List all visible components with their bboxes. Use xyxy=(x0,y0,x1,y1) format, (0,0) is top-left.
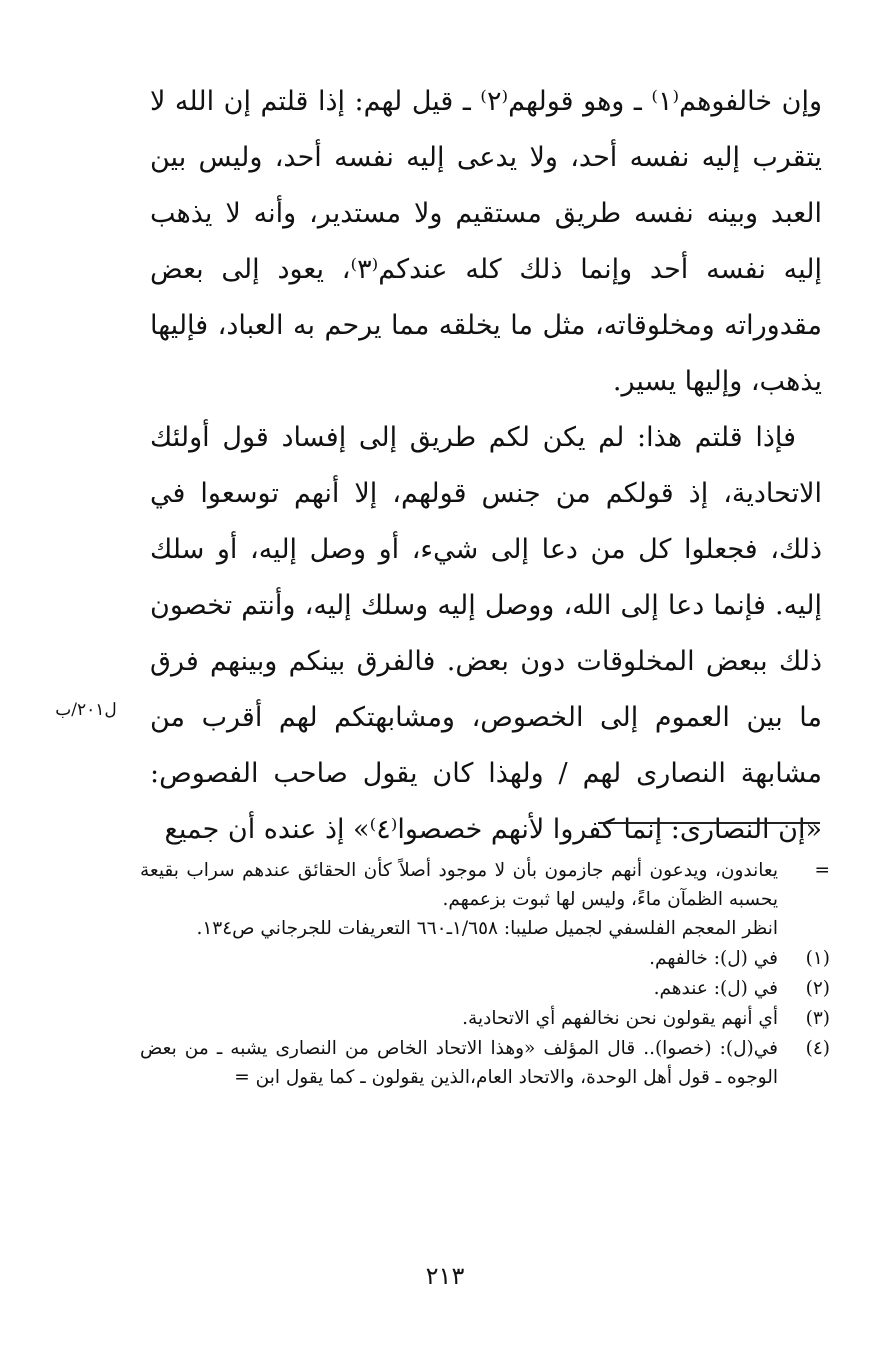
footnotes xyxy=(140,856,830,1092)
main-text xyxy=(150,74,822,858)
paragraph-2: فإذا قلتم هذا: لم يكن لكم طريق إلى إفساد قول أولئك الاتحادية، إذ قولكم من جنس قولهم، إلا أنهم توسعوا في ذلك، فجعلوا كل من دعا إلى شيء، أو وصل إليه، أو سلك إليه. فإنما دعا إلى الله، ووصل إليه وسلك إليه، وأنتم تخصون ذلك ببعض المخلوقات دون بعض. فالفرق بينكم وبينهم فرق ما بين العموم إلى الخصوص، ومشابهتكم لهم أقرب من مشابهة النصارى لهم / ولهذا كان يقول صاحب الفصوص: «إن النصارى: إنما كفروا لأنهم خصصوا⁽٤⁾» إذ عنده أن جميع xyxy=(150,422,822,845)
footnote-number: (٣) xyxy=(805,1008,830,1029)
footnote-4 xyxy=(140,1034,830,1092)
footnote-continuation xyxy=(140,856,830,943)
footnote-number: (٢) xyxy=(805,978,830,999)
footnote-1 xyxy=(140,944,830,973)
continuation-text: يعاندون، ويدعون أنهم جازمون بأن لا موجود أصلاً كأن الحقائق عندهم سراب بقيعة يحسبه الظمآن ماءً، وليس لها ثبوت بزعمهم. xyxy=(140,860,778,910)
reference-text: انظر المعجم الفلسفي لجميل صليبا: ١/٦٥٨ـ٦٦٠ التعريفات للجرجاني ص١٣٤. xyxy=(196,918,778,939)
paragraph-1: وإن خالفوهم⁽١⁾ ـ وهو قولهم⁽٢⁾ ـ قيل لهم: إذا قلتم إن الله لا يتقرب إليه نفسه أحد، ولا يدعى إليه نفسه أحد، وليس بين العبد وبينه نفسه طريق مستقيم ولا مستدير، وأنه لا يذهب إليه نفسه أحد وإنما ذلك كله عندكم⁽٣⁾، يعود إلى بعض مقدوراته ومخلوقاته، مثل ما يخلقه مما يرحم به العباد، فإليها يذهب، وإليها يسير. xyxy=(150,86,822,397)
footnote-text: في(ل): (خصوا).. قال المؤلف «وهذا الاتحاد الخاص من النصارى يشبه ـ من بعض الوجوه ـ قول أهل الوحدة، والاتحاد العام،الذين يقولون ـ كما يقول ابن = xyxy=(140,1038,778,1088)
footnote-number: (١) xyxy=(805,948,830,969)
footnote-text: في (ل): عندهم. xyxy=(653,978,778,999)
footnote-3 xyxy=(140,1004,830,1033)
manuscript-folio-marker: ل٢٠١/ب xyxy=(55,700,117,720)
continuation-marker: = xyxy=(814,860,830,881)
page-number: ٢١٣ xyxy=(425,1262,465,1290)
footnote-text: أي أنهم يقولون نحن نخالفهم أي الاتحادية. xyxy=(462,1008,778,1029)
footnote-2 xyxy=(140,974,830,1003)
footnote-separator xyxy=(598,822,820,824)
footnote-number: (٤) xyxy=(805,1038,830,1059)
footnote-text: في (ل): خالفهم. xyxy=(649,948,778,969)
